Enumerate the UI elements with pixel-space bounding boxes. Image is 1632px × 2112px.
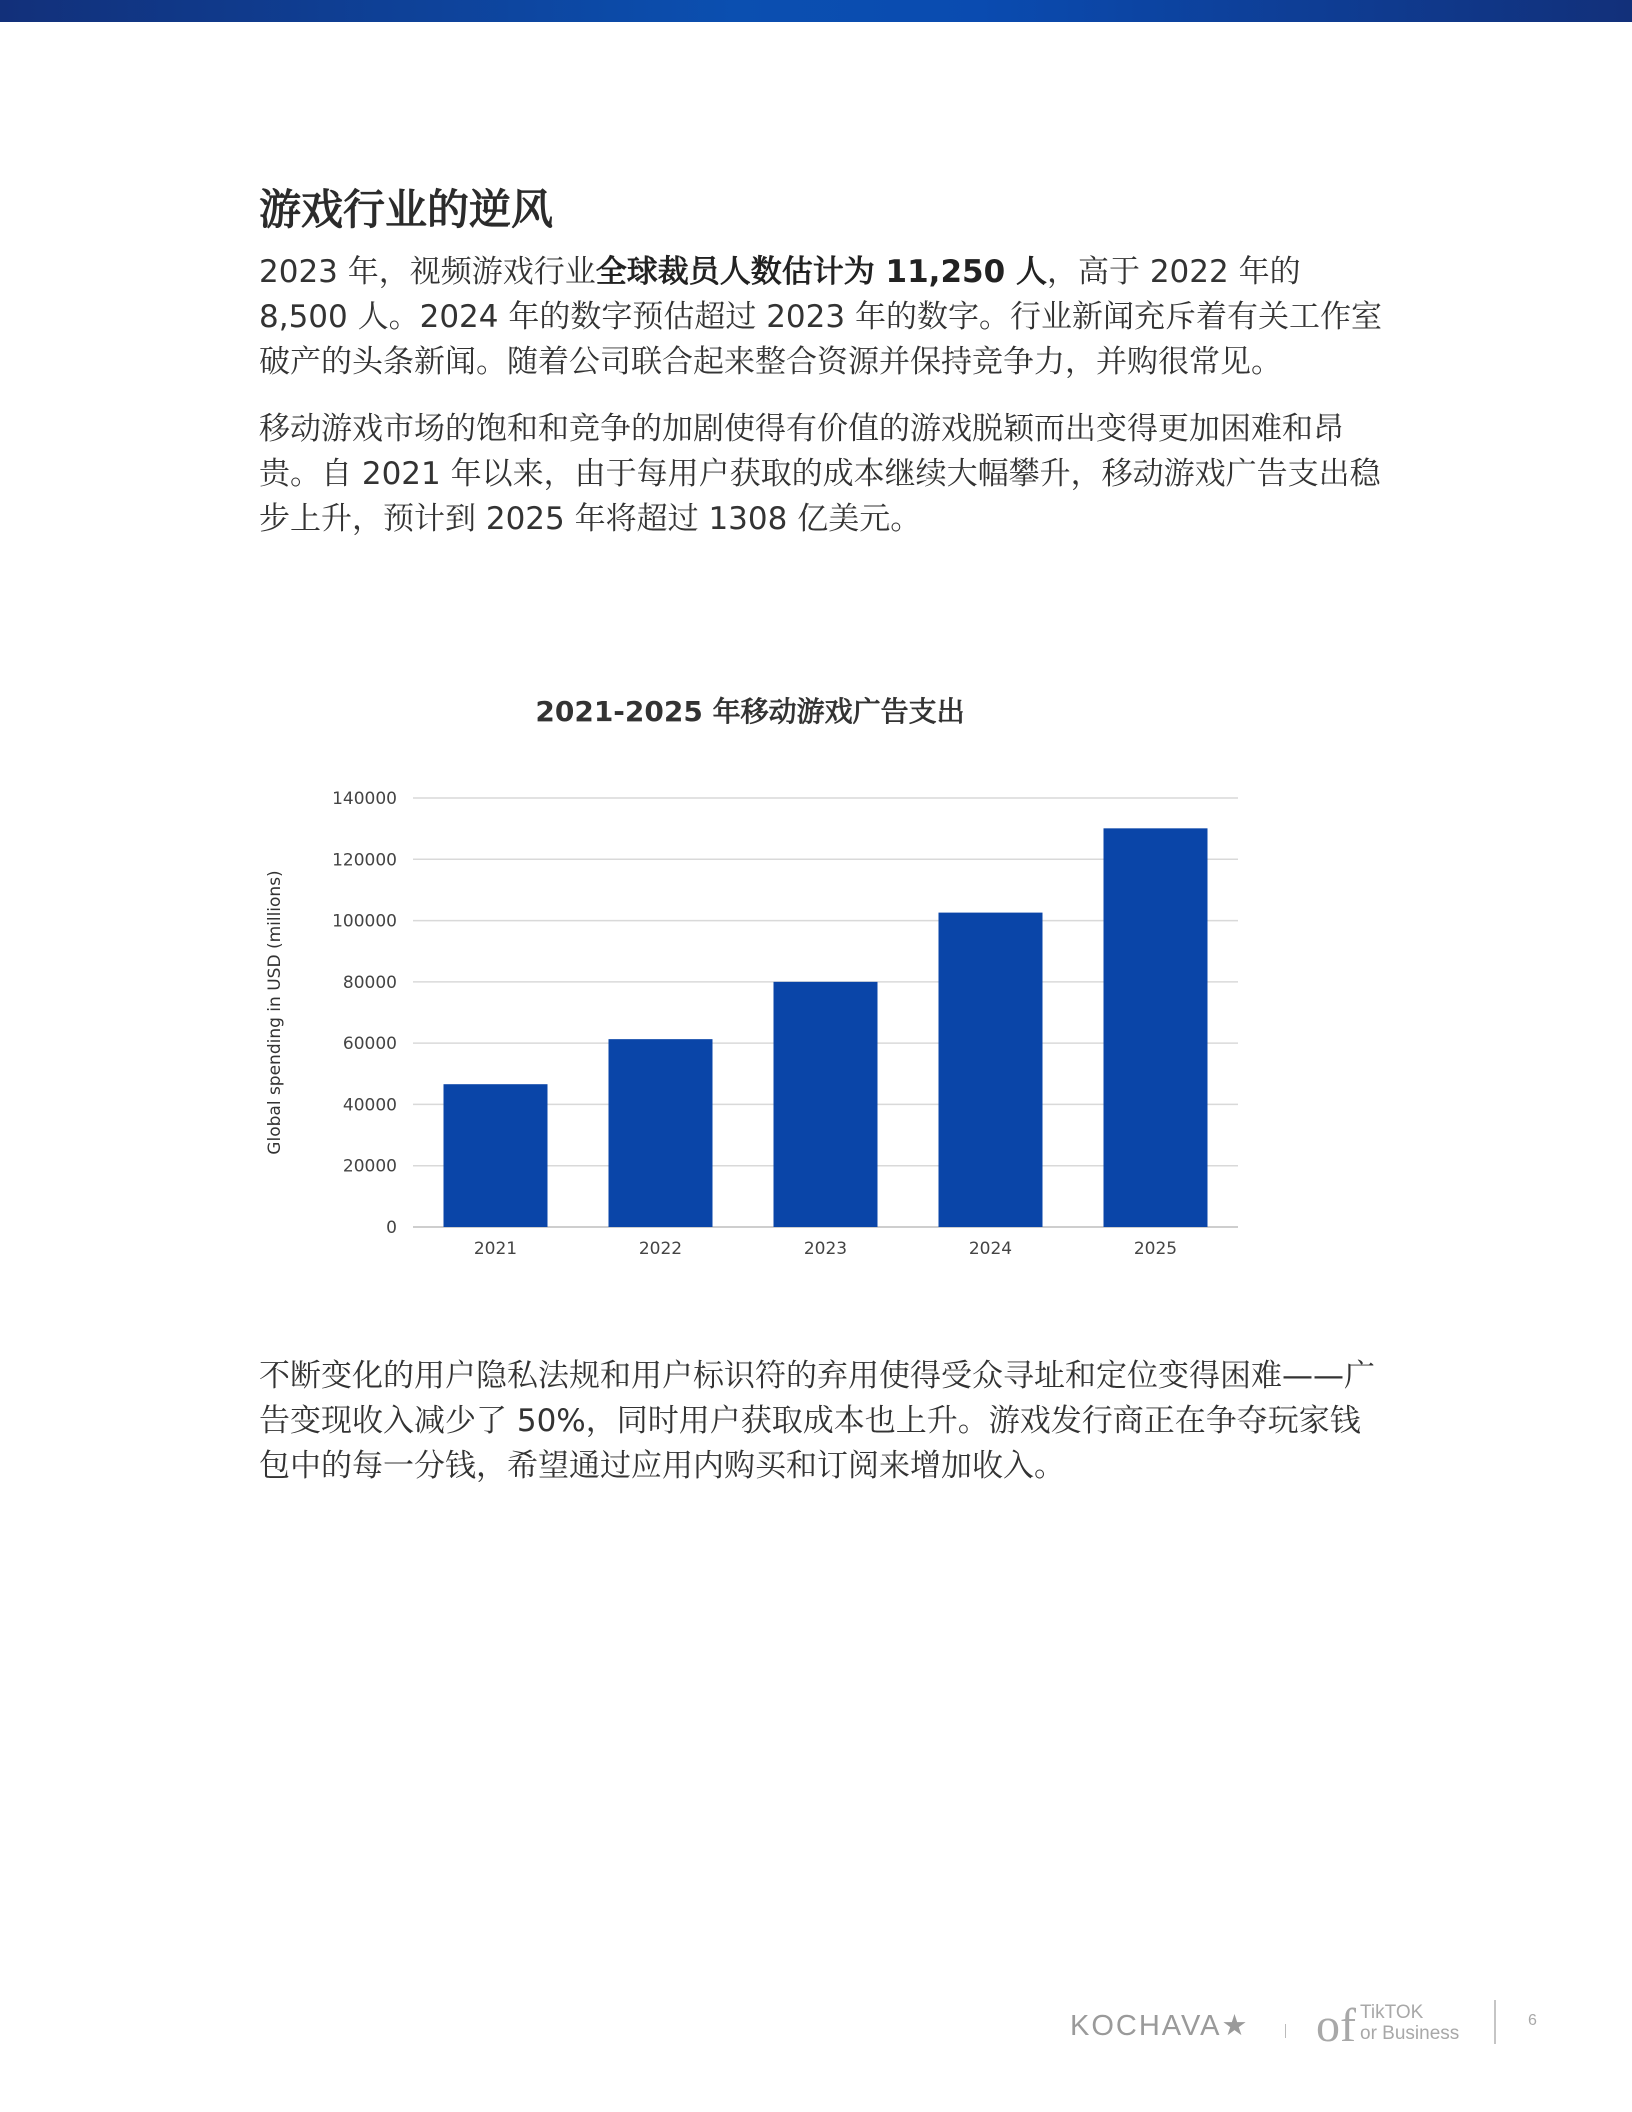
bar xyxy=(939,913,1043,1227)
chart-canvas xyxy=(250,690,1250,1290)
tiktok-logo-mark: of xyxy=(1316,1999,1356,2052)
y-tick-label: 0 xyxy=(386,1218,397,1238)
paragraph-layoffs-pre: 2023 年，视频游戏行业 xyxy=(259,254,596,290)
paragraph-ad-spend: 移动游戏市场的饱和和竞争的加剧使得有价值的游戏脱颖而出变得更加困难和昂贵。自 2021 年以来，由于每用户获取的成本继续大幅攀升，移动游戏广告支出稳步上升，预计到 2025 年将超过 1308 亿美元。 xyxy=(259,411,1381,537)
y-tick-label: 120000 xyxy=(332,850,397,871)
x-tick-label: 2022 xyxy=(638,1239,683,1259)
y-tick-label: 100000 xyxy=(332,911,397,932)
x-tick-label: 2021 xyxy=(473,1239,518,1259)
bar-chart xyxy=(250,690,1250,1290)
y-tick-label: 80000 xyxy=(342,972,397,993)
x-tick-label: 2023 xyxy=(803,1239,848,1259)
x-tick-label: 2024 xyxy=(968,1239,1013,1259)
page-content xyxy=(259,180,1389,564)
tiktok-logo-line2: or Business xyxy=(1360,2023,1460,2044)
y-axis-label: Global spending in USD (millions) xyxy=(265,870,285,1155)
y-tick-label: 60000 xyxy=(342,1034,397,1055)
paragraph-layoffs-post: ，高于 2022 年的 8,500 人。2024 年的数字预估超过 2023 年的数字。行业新闻充斥着有关工作室破产的头条新闻。随着公司联合起来整合资源并保持竞争力，并购很常见。 xyxy=(259,254,1382,380)
paragraph-layoffs xyxy=(259,250,1389,385)
y-tick-label: 140000 xyxy=(332,789,397,809)
chart-title: 2021-2025 年移动游戏广告支出 xyxy=(535,695,965,728)
tiktok-logo-text xyxy=(1360,2002,1459,2044)
y-tick-label: 40000 xyxy=(342,1095,397,1116)
bar xyxy=(609,1039,713,1227)
footer-divider-2 xyxy=(1494,2000,1496,2044)
paragraph-privacy: 不断变化的用户隐私法规和用户标识符的弃用使得受众寻址和定位变得困难——广告变现收入减少了 50%，同时用户获取成本也上升。游戏发行商正在争夺玩家钱包中的每一分钱，希望通过应用内购买和订阅来增加收入。 xyxy=(259,1358,1375,1484)
kochava-logo: KOCHAVA★ xyxy=(1070,2010,1250,2042)
footer xyxy=(1070,2000,1590,2060)
top-accent-band xyxy=(0,0,1632,22)
tiktok-logo-line1: TikTOK xyxy=(1360,2002,1424,2023)
bar xyxy=(774,982,878,1227)
bar xyxy=(1104,828,1208,1227)
paragraph-layoffs-bold: 全球裁员人数估计为 11,250 人 xyxy=(595,254,1047,290)
bar xyxy=(444,1084,548,1227)
y-tick-label: 20000 xyxy=(342,1156,397,1177)
page-number: 6 xyxy=(1528,2012,1537,2029)
section-heading: 游戏行业的逆风 xyxy=(259,185,554,234)
x-tick-label: 2025 xyxy=(1133,1239,1178,1259)
footer-divider xyxy=(1285,2024,1286,2038)
